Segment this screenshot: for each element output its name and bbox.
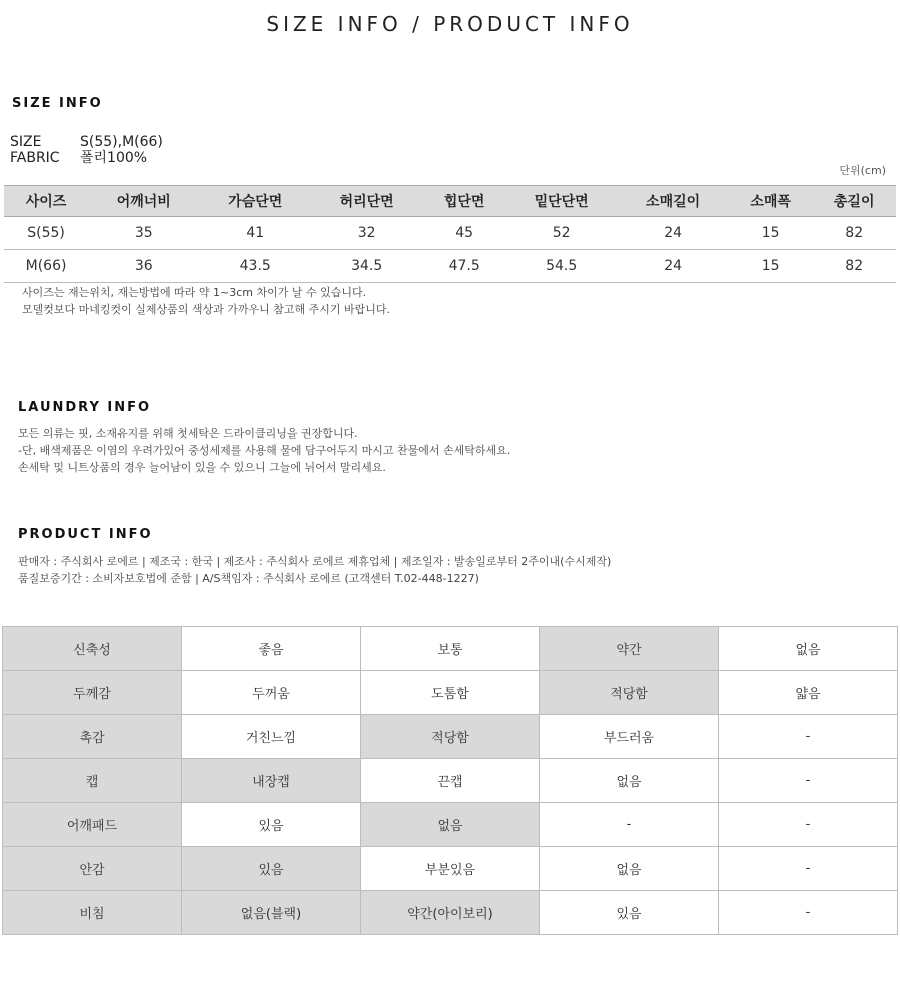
- table-row: [4, 250, 896, 283]
- fabric-row: [3, 847, 898, 891]
- fabric-option-cell: -: [719, 847, 898, 891]
- table-cell: 47.5: [422, 250, 506, 283]
- table-cell: 54.5: [506, 250, 617, 283]
- size-table-header: 소매길이: [617, 186, 728, 217]
- size-spec-row: [10, 134, 163, 150]
- fabric-option-cell: 보통: [361, 627, 540, 671]
- fabric-row-label: 신축성: [3, 627, 182, 671]
- table-cell: 82: [812, 250, 896, 283]
- fabric-option-cell: 적당함: [540, 671, 719, 715]
- page-title: SIZE INFO / PRODUCT INFO: [266, 12, 634, 36]
- fabric-option-cell: 두꺼움: [182, 671, 361, 715]
- fabric-row-label: 촉감: [3, 715, 182, 759]
- fabric-row: [3, 627, 898, 671]
- fabric-option-cell: 거친느낌: [182, 715, 361, 759]
- table-cell: 45: [422, 217, 506, 250]
- fabric-option-cell: 없음: [361, 803, 540, 847]
- size-table-header: 어깨너비: [88, 186, 199, 217]
- size-table-header: 허리단면: [311, 186, 422, 217]
- size-label: SIZE: [10, 134, 42, 150]
- table-cell: 43.5: [200, 250, 311, 283]
- size-note: 모델컷보다 마네킹컷이 실제상품의 색상과 가까우니 참고해 주시기 바랍니다.: [22, 303, 391, 316]
- size-table-header: 밑단단면: [506, 186, 617, 217]
- size-info-heading: SIZE INFO: [12, 96, 103, 111]
- size-table: [4, 185, 896, 283]
- table-cell: 24: [617, 217, 728, 250]
- fabric-option-cell: 끈캡: [361, 759, 540, 803]
- fabric-option-cell: 내장캡: [182, 759, 361, 803]
- size-table-header: 총길이: [812, 186, 896, 217]
- fabric-table: [2, 626, 898, 935]
- table-cell: 82: [812, 217, 896, 250]
- table-cell: 52: [506, 217, 617, 250]
- fabric-option-cell: 없음: [540, 847, 719, 891]
- size-table-header: 소매폭: [729, 186, 813, 217]
- fabric-option-cell: -: [540, 803, 719, 847]
- size-table-header-row: [4, 186, 896, 217]
- table-cell: S(55): [4, 217, 88, 250]
- product-line: 판매자 : 주식회사 로에르 | 제조국 : 한국 | 제조사 : 주식회사 로에르 제휴업체 | 제조일자 : 발송일로부터 2주이내(수시제작): [18, 555, 612, 568]
- fabric-row: [3, 671, 898, 715]
- fabric-value: 폴리100%: [80, 150, 148, 166]
- laundry-line: -단, 배색제품은 이염의 우려가있어 중성세제를 사용해 물에 담구어두지 마시고 찬물에서 손세탁하세요.: [18, 444, 511, 457]
- table-cell: 41: [200, 217, 311, 250]
- product-info-heading: PRODUCT INFO: [18, 527, 153, 542]
- table-cell: 24: [617, 250, 728, 283]
- fabric-option-cell: 없음: [719, 627, 898, 671]
- fabric-option-cell: -: [719, 759, 898, 803]
- table-cell: 32: [311, 217, 422, 250]
- table-cell: 15: [729, 250, 813, 283]
- fabric-option-cell: 약간: [540, 627, 719, 671]
- table-cell: 15: [729, 217, 813, 250]
- fabric-row: [3, 803, 898, 847]
- fabric-row-label: 캡: [3, 759, 182, 803]
- fabric-option-cell: 있음: [540, 891, 719, 935]
- fabric-label: FABRIC: [10, 150, 60, 166]
- table-cell: 34.5: [311, 250, 422, 283]
- fabric-row-label: 두께감: [3, 671, 182, 715]
- laundry-line: 손세탁 및 니트상품의 경우 늘어남이 있을 수 있으니 그늘에 뉘어서 말리세요.: [18, 461, 386, 474]
- fabric-row-label: 안감: [3, 847, 182, 891]
- size-note: 사이즈는 재는위치, 재는방법에 따라 약 1~3cm 차이가 날 수 있습니다.: [22, 286, 367, 299]
- unit-label: 단위(cm): [839, 164, 886, 177]
- fabric-option-cell: 부드러움: [540, 715, 719, 759]
- fabric-row: [3, 891, 898, 935]
- size-value: S(55),M(66): [80, 134, 163, 150]
- laundry-info-heading: LAUNDRY INFO: [18, 400, 152, 415]
- fabric-row: [3, 759, 898, 803]
- fabric-option-cell: 없음(블랙): [182, 891, 361, 935]
- fabric-option-cell: -: [719, 891, 898, 935]
- table-cell: 35: [88, 217, 199, 250]
- fabric-option-cell: 적당함: [361, 715, 540, 759]
- fabric-option-cell: -: [719, 803, 898, 847]
- fabric-row: [3, 715, 898, 759]
- fabric-option-cell: 얇음: [719, 671, 898, 715]
- fabric-option-cell: 없음: [540, 759, 719, 803]
- size-table-header: 가슴단면: [200, 186, 311, 217]
- laundry-notes: [18, 425, 510, 476]
- spec-block: [10, 134, 163, 166]
- fabric-spec-row: [10, 150, 163, 166]
- product-line: 품질보증기간 : 소비자보호법에 준함 | A/S책임자 : 주식회사 로에르 (고객센터 T.02-448-1227): [18, 572, 479, 585]
- size-table-header: 사이즈: [4, 186, 88, 217]
- table-cell: M(66): [4, 250, 88, 283]
- size-table-header: 힙단면: [422, 186, 506, 217]
- fabric-row-label: 비침: [3, 891, 182, 935]
- fabric-option-cell: 부분있음: [361, 847, 540, 891]
- fabric-option-cell: 있음: [182, 803, 361, 847]
- table-row: [4, 217, 896, 250]
- fabric-option-cell: 있음: [182, 847, 361, 891]
- laundry-line: 모든 의류는 핏, 소재유지를 위해 첫세탁은 드라이클리닝을 권장합니다.: [18, 427, 358, 440]
- fabric-option-cell: -: [719, 715, 898, 759]
- fabric-option-cell: 약간(아이보리): [361, 891, 540, 935]
- size-notes: [22, 284, 390, 318]
- fabric-row-label: 어깨패드: [3, 803, 182, 847]
- fabric-option-cell: 좋음: [182, 627, 361, 671]
- product-notes: [18, 553, 611, 587]
- table-cell: 36: [88, 250, 199, 283]
- fabric-option-cell: 도톰함: [361, 671, 540, 715]
